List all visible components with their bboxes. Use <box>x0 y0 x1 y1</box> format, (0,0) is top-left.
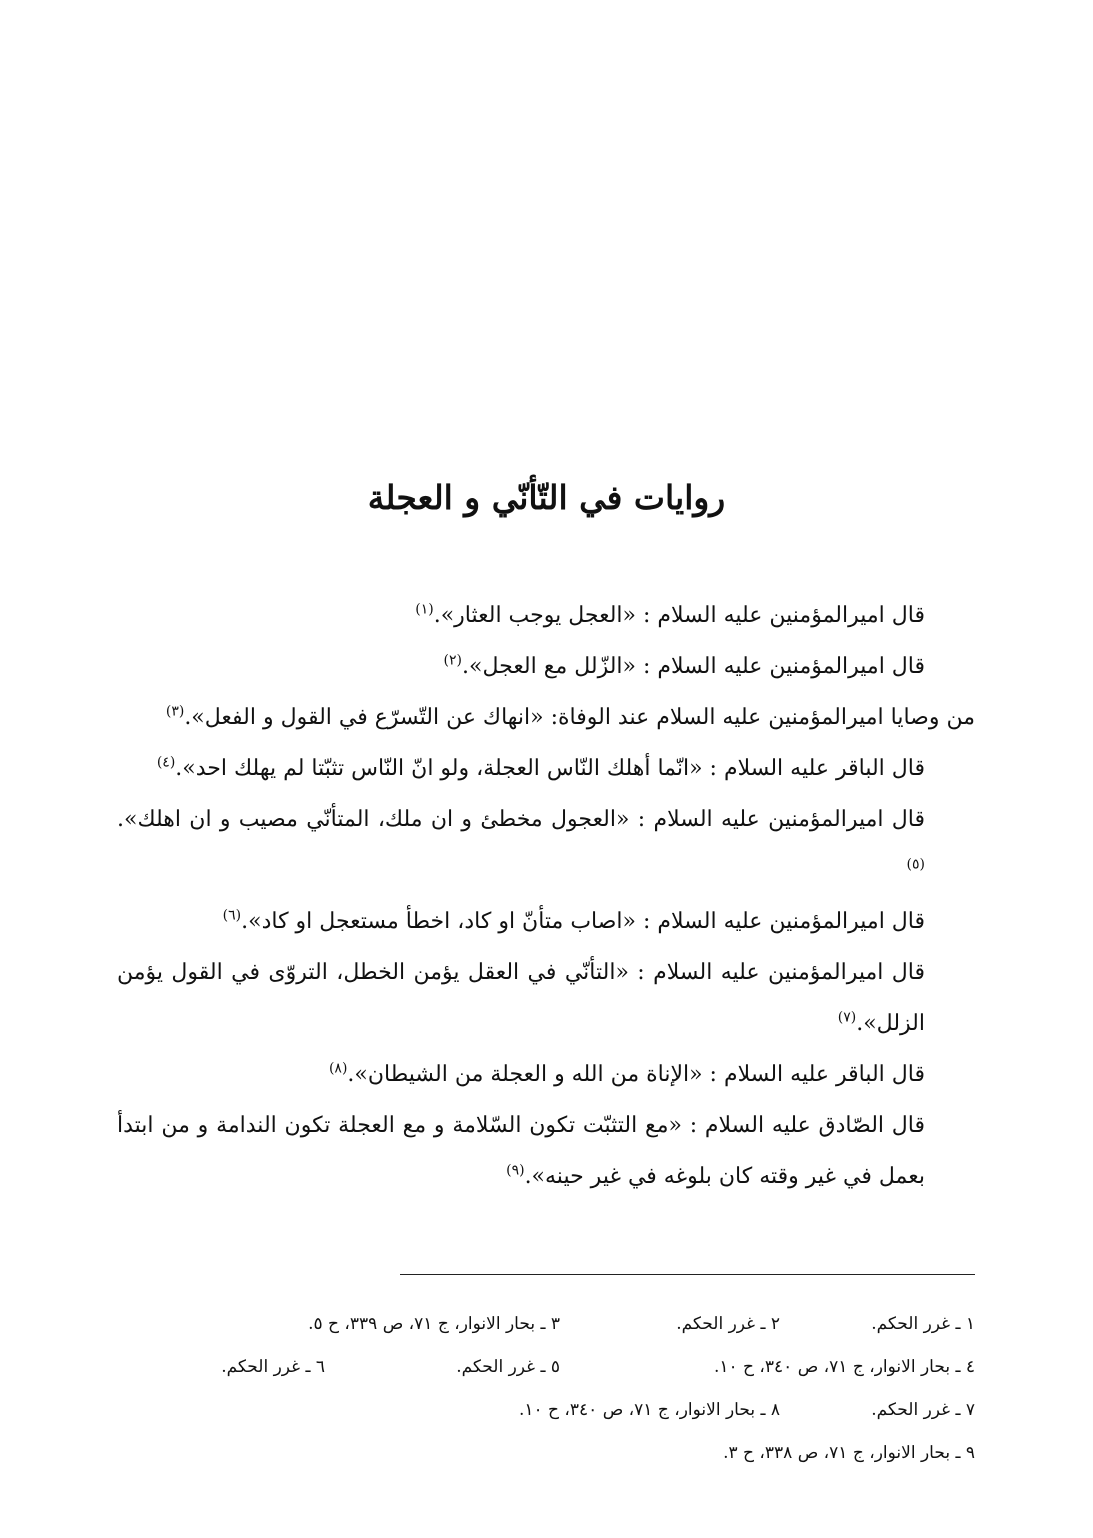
narration-text: قال الصّادق عليه السلام : «مع التثبّت تكون السّلامة و مع العجلة تكون الندامة و من ابتدأ بعمل في غير وقته كان بلوغه في غير حينه». <box>117 1113 925 1189</box>
narration-paragraph <box>117 794 975 896</box>
footnote-ref: (٧) <box>837 1009 857 1026</box>
footnotes <box>150 1303 975 1475</box>
narration-text: قال اميرالمؤمنين عليه السلام : «العجل يوجب العثار». <box>433 603 925 628</box>
narration-text: قال اميرالمؤمنين عليه السلام : «العجول مخطئ و ان ملك، المتأنّي مصيب و ان اهلك». <box>117 807 925 832</box>
footnote-ref: (٦) <box>222 907 242 924</box>
narration-paragraph <box>117 692 975 743</box>
narration-paragraph <box>117 743 975 794</box>
footnote: ٦ ـ غرر الحكم. <box>221 1357 325 1377</box>
footnote: ٨ ـ بحار الانوار، ج ٧١، ص ٣٤٠، ح ١٠. <box>518 1400 780 1420</box>
footnote: ١ ـ غرر الحكم. <box>871 1314 975 1334</box>
footnote-ref: (٨) <box>328 1060 348 1077</box>
footnote: ٩ ـ بحار الانوار، ج ٧١، ص ٣٣٨، ح ٣. <box>723 1443 975 1463</box>
narration-paragraph <box>117 1049 975 1100</box>
narration-text: قال اميرالمؤمنين عليه السلام : «الزّلل مع العجل». <box>462 654 925 679</box>
narration-text: قال اميرالمؤمنين عليه السلام : «التأنّي في العقل يؤمن الخطل، التروّى في القول يؤمن الزلل». <box>117 960 925 1036</box>
narration-paragraph <box>117 590 975 641</box>
narration-text: من وصايا اميرالمؤمنين عليه السلام عند الوفاة: «انهاك عن التّسرّع في القول و الفعل». <box>184 705 975 730</box>
narration-paragraph <box>117 641 975 692</box>
footnote: ٣ ـ بحار الانوار، ج ٧١، ص ٣٣٩، ح ٥. <box>308 1314 560 1334</box>
narration-paragraph <box>117 947 975 1049</box>
footnote-ref: (٤) <box>156 754 176 771</box>
footnote-ref: (٢) <box>443 652 462 669</box>
narration-text: قال الباقر عليه السلام : «الإناة من الله و العجلة من الشيطان». <box>347 1062 925 1087</box>
footnote: ٥ ـ غرر الحكم. <box>456 1357 560 1377</box>
narration-paragraph <box>117 896 975 947</box>
footnote-divider <box>400 1274 975 1275</box>
narration-text: قال الباقر عليه السلام : «انّما أهلك النّاس العجلة، ولو انّ النّاس تثبّتا لم يهلك احد». <box>175 756 925 781</box>
footnote-ref: (١) <box>415 601 434 618</box>
footnote-row <box>150 1346 975 1389</box>
footnote-ref: (٩) <box>506 1162 525 1179</box>
narration-text: قال اميرالمؤمنين عليه السلام : «اصاب متأنّ او كاد، اخطأ مستعجل او كاد». <box>241 909 925 934</box>
footnote-row <box>150 1303 975 1346</box>
page-title: روايات في التّأنّي و العجلة <box>367 478 726 517</box>
narration-paragraph <box>117 1100 975 1202</box>
narrations-body <box>117 590 975 1202</box>
footnote: ٤ ـ بحار الانوار، ج ٧١، ص ٣٤٠، ح ١٠. <box>713 1357 975 1377</box>
footnote: ٢ ـ غرر الحكم. <box>676 1314 780 1334</box>
footnote-ref: (٥) <box>906 856 925 873</box>
footnote: ٧ ـ غرر الحكم. <box>871 1400 975 1420</box>
footnote-ref: (٣) <box>165 703 185 720</box>
footnote-row <box>150 1389 975 1432</box>
footnote-row <box>150 1432 975 1475</box>
